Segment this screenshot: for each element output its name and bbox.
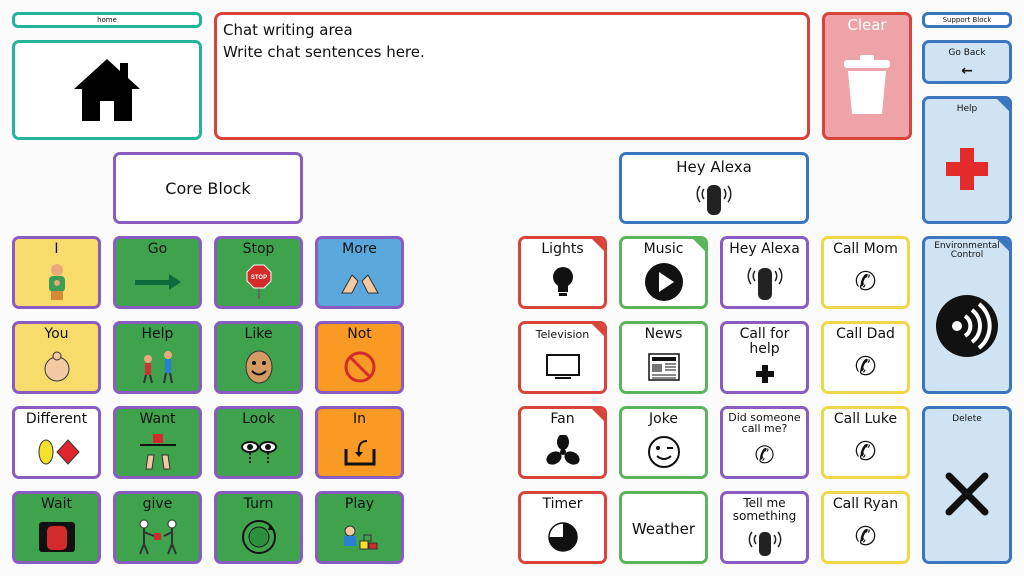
core-i[interactable]: [12, 236, 101, 309]
fan-button[interactable]: [518, 406, 607, 479]
stop-sign-icon: [246, 264, 272, 300]
go-back-label: Go Back: [948, 48, 986, 58]
more-hands-icon: [338, 267, 382, 297]
smart-speaker-icon: [748, 528, 782, 556]
did-someone-call-me-label: Did someone call me?: [728, 411, 801, 435]
call-ryan-button[interactable]: [821, 491, 910, 564]
lights-button[interactable]: [518, 236, 607, 309]
core-stop[interactable]: [214, 236, 303, 309]
core-you[interactable]: [12, 321, 101, 394]
delete-button[interactable]: [922, 406, 1012, 564]
core-look-label: Look: [242, 411, 275, 427]
in-box-icon: [343, 437, 377, 467]
helping-people-icon: [136, 349, 180, 385]
hey-alexa-label: Hey Alexa: [729, 241, 800, 257]
help-label: Help: [956, 104, 978, 114]
toys-icon: [338, 521, 382, 553]
close-icon: [945, 472, 989, 516]
core-wait-label: Wait: [41, 496, 72, 512]
call-luke-label: Call Luke: [833, 411, 898, 427]
core-i-label: I: [54, 241, 59, 257]
timer-label: Timer: [542, 496, 583, 512]
phone-icon: ✆: [854, 521, 877, 552]
core-want-label: Want: [139, 411, 176, 427]
core-different[interactable]: [12, 406, 101, 479]
news-label: News: [644, 326, 683, 342]
core-more[interactable]: [315, 236, 404, 309]
core-help[interactable]: [113, 321, 202, 394]
call-dad-button[interactable]: [821, 321, 910, 394]
winking-face-icon: [647, 435, 681, 469]
plus-cross-icon: [755, 364, 775, 384]
core-like[interactable]: [214, 321, 303, 394]
environmental-control-button[interactable]: [922, 236, 1012, 394]
play-icon: [644, 262, 684, 302]
smart-speaker-icon: [694, 181, 734, 215]
phone-icon: ✆: [854, 351, 877, 382]
timer-pie-icon: [547, 521, 579, 553]
core-give[interactable]: [113, 491, 202, 564]
call-dad-label: Call Dad: [836, 326, 895, 342]
support-block-label: Support Block: [942, 16, 992, 24]
phone-icon: ✆: [854, 436, 877, 467]
tell-me-something-label: Tell me something: [732, 496, 797, 523]
core-go[interactable]: [113, 236, 202, 309]
self-person-icon: [42, 263, 72, 301]
core-want[interactable]: [113, 406, 202, 479]
core-turn[interactable]: [214, 491, 303, 564]
core-play-label: Play: [344, 496, 375, 512]
hey-alexa-button[interactable]: [720, 236, 809, 309]
weather-label: Weather: [631, 519, 696, 538]
core-give-label: give: [142, 496, 173, 512]
environmental-control-label: Environmental Control: [934, 241, 1000, 260]
call-for-help-label: Call for help: [739, 326, 790, 357]
prohibited-icon: [343, 350, 377, 384]
trash-icon: [842, 54, 892, 116]
core-in[interactable]: [315, 406, 404, 479]
newspaper-icon: [647, 352, 681, 382]
core-block-button[interactable]: [113, 152, 303, 224]
fan-icon: [546, 435, 580, 469]
fan-label: Fan: [550, 411, 575, 427]
eyes-icon: [239, 439, 279, 465]
core-play[interactable]: [315, 491, 404, 564]
go-back-button[interactable]: [922, 40, 1012, 84]
clear-label: Clear: [847, 16, 887, 34]
lights-label: Lights: [541, 241, 584, 257]
core-go-label: Go: [147, 241, 168, 257]
different-shapes-icon: [34, 437, 80, 467]
chat-title: Chat writing area: [223, 21, 353, 39]
television-button[interactable]: [518, 321, 607, 394]
core-more-label: More: [342, 241, 377, 257]
help-button[interactable]: [922, 96, 1012, 224]
lightbulb-icon: [551, 266, 575, 298]
wait-hand-icon: [37, 520, 77, 554]
music-label: Music: [643, 241, 684, 257]
core-in-label: In: [352, 411, 366, 427]
home-button[interactable]: [12, 40, 202, 140]
delete-label: Delete: [952, 414, 982, 424]
core-not[interactable]: [315, 321, 404, 394]
core-different-label: Different: [25, 411, 88, 427]
phone-icon: ✆: [854, 266, 877, 297]
smiling-face-icon: [244, 349, 274, 385]
phone-icon: ✆: [754, 441, 775, 469]
call-ryan-label: Call Ryan: [832, 496, 899, 512]
core-stop-label: Stop: [242, 241, 275, 257]
clear-button[interactable]: [822, 12, 912, 140]
core-help-label: Help: [141, 326, 174, 342]
weather-button[interactable]: [619, 491, 708, 564]
television-icon: [545, 353, 581, 381]
timer-button[interactable]: [518, 491, 607, 564]
want-hands-icon: [138, 433, 178, 471]
music-button[interactable]: [619, 236, 708, 309]
core-you-label: You: [44, 326, 69, 342]
core-block-label: Core Block: [165, 178, 251, 198]
did-someone-call-me-button[interactable]: [720, 406, 809, 479]
red-cross-icon: [944, 146, 990, 192]
chat-placeholder: Write chat sentences here.: [223, 43, 425, 61]
call-mom-button[interactable]: [821, 236, 910, 309]
joke-button[interactable]: [619, 406, 708, 479]
call-luke-button[interactable]: [821, 406, 910, 479]
core-not-label: Not: [347, 326, 372, 342]
house-icon: [72, 57, 142, 123]
home-label-bar: [12, 12, 202, 28]
stop-sign-text: STOP: [250, 274, 267, 281]
core-wait[interactable]: [12, 491, 101, 564]
smart-speaker-icon: [745, 262, 785, 302]
arrow-right-icon: [133, 272, 183, 292]
core-turn-label: Turn: [243, 496, 274, 512]
turn-circle-icon: [240, 518, 278, 556]
pointing-hand-icon: [40, 350, 74, 384]
joke-label: Joke: [649, 411, 678, 427]
chat-writing-area[interactable]: [214, 12, 810, 140]
hey-alexa-main-button[interactable]: [619, 152, 809, 224]
call-for-help-button[interactable]: [720, 321, 809, 394]
support-block-label-bar: [922, 12, 1012, 28]
call-mom-label: Call Mom: [833, 241, 898, 257]
television-label: Television: [535, 328, 590, 341]
arrow-left-icon: ←: [961, 63, 973, 79]
giving-people-icon: [136, 518, 180, 556]
wireless-signal-icon: [935, 294, 999, 358]
tell-me-something-button[interactable]: [720, 491, 809, 564]
home-small-label: home: [97, 16, 117, 24]
news-button[interactable]: [619, 321, 708, 394]
core-like-label: Like: [244, 326, 273, 342]
hey-alexa-main-label: Hey Alexa: [676, 158, 752, 176]
core-look[interactable]: [214, 406, 303, 479]
